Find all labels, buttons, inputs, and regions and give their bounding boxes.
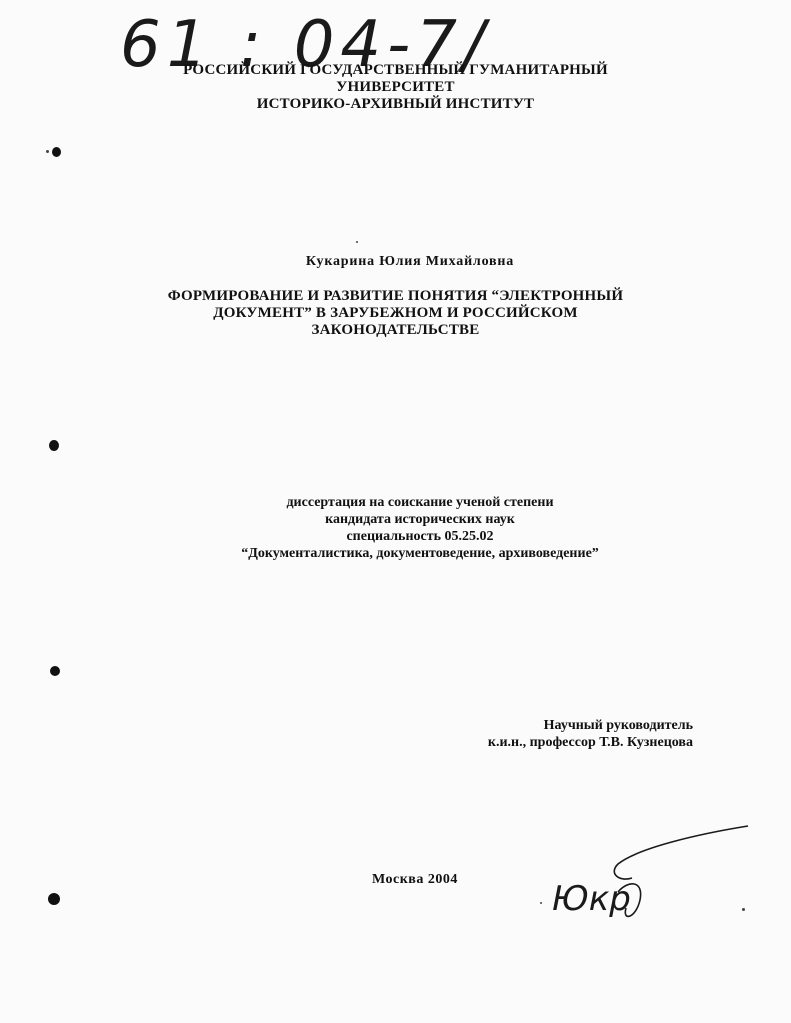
dissertation-line-4: “Документалистика, документоведение, архивоведение” xyxy=(241,546,599,561)
punch-hole-mark xyxy=(49,440,59,451)
signature-text: Юкр xyxy=(552,879,631,919)
dissertation-line-3: специальность 05.25.02 xyxy=(346,529,494,544)
title-line-2: ДОКУМЕНТ” В ЗАРУБЕЖНОМ И РОССИЙСКОМ xyxy=(213,305,578,321)
punch-hole-mark xyxy=(50,666,60,676)
scan-speck xyxy=(356,241,358,243)
handwritten-signature xyxy=(548,820,753,930)
signature-stroke xyxy=(614,826,748,879)
scan-speck xyxy=(540,902,542,904)
institution-line-2: УНИВЕРСИТЕТ xyxy=(336,79,455,95)
city-year: Москва 2004 xyxy=(372,872,458,887)
institution-header xyxy=(0,62,791,113)
supervisor-name: к.и.н., профессор Т.В. Кузнецова xyxy=(487,735,693,750)
dissertation-line-1: диссертация на соискание ученой степени xyxy=(286,495,554,510)
dissertation-info xyxy=(0,494,791,562)
title-line-1: ФОРМИРОВАНИЕ И РАЗВИТИЕ ПОНЯТИЯ “ЭЛЕКТРОННЫЙ xyxy=(167,288,624,304)
scan-speck xyxy=(46,150,49,153)
dissertation-title xyxy=(0,288,791,339)
title-line-3: ЗАКОНОДАТЕЛЬСТВЕ xyxy=(311,322,480,338)
scan-speck xyxy=(742,908,745,911)
signature-drawing xyxy=(548,820,753,930)
author-name: Кукарина Юлия Михайловна xyxy=(305,254,515,269)
supervisor-block xyxy=(488,717,693,751)
punch-hole-mark xyxy=(48,893,60,905)
punch-hole-mark xyxy=(52,147,61,157)
dissertation-line-2: кандидата исторических наук xyxy=(325,512,515,527)
handwritten-code-text: 61 : 04-7/ xyxy=(120,8,491,82)
institution-line-3: ИСТОРИКО-АРХИВНЫЙ ИНСТИТУТ xyxy=(256,96,535,112)
supervisor-label: Научный руководитель xyxy=(543,718,693,733)
institution-line-1: РОССИЙСКИЙ ГОСУДАРСТВЕННЫЙ ГУМАНИТАРНЫЙ xyxy=(183,62,608,78)
